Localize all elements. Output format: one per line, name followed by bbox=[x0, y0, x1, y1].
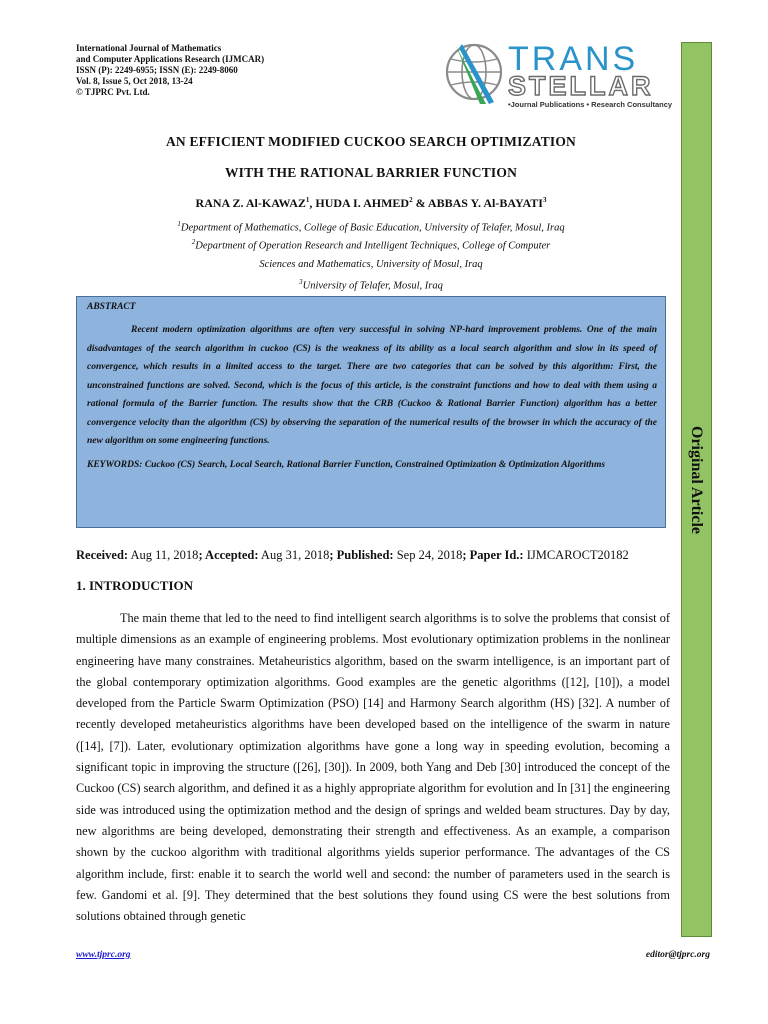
transstellar-logo bbox=[442, 40, 672, 108]
affiliation-1-sup: 1 bbox=[177, 220, 181, 228]
journal-name-line1: International Journal of Mathematics bbox=[76, 43, 222, 53]
affiliation-2 bbox=[76, 238, 666, 252]
abstract-body: Recent modern optimization algorithms are often very successful in solving NP-hard improvement problems. One of the main disadvantages of the search algorithm in cuckoo (CS) is the weakness of its ability as a local search algorithm and slow in its speed of convergence, which results in a limited access to the target. There are two categories that can be solved by this algorithm: First, the unconstrained functions are solved. Second, which is the focus of this article, is the constraint functions and how to deal with them using a rational formula of the Barrier function. The results show that the CRB (Cuckoo & Rational Barrier Function) algorithm has a better convergence velocity than the algorithm (CS) by observing the separation of the numerical results of the browser in which the accuracy of the new algorithm on some engineering functions. bbox=[87, 325, 657, 446]
affiliation-1-text: Department of Mathematics, College of Basic Education, University of Telafer, Mosul, Iraq bbox=[180, 222, 565, 234]
affiliation-2-sup: 2 bbox=[191, 238, 196, 246]
received-label: Received: bbox=[76, 548, 129, 562]
received-date: Aug 11, 2018 bbox=[128, 548, 199, 562]
author-2-sup: 2 bbox=[409, 196, 413, 204]
section-heading: 1. INTRODUCTION bbox=[76, 578, 194, 593]
journal-copyright: © TJPRC Pvt. Ltd. bbox=[76, 87, 150, 97]
affiliation-1 bbox=[76, 220, 666, 234]
author-1: RANA Z. Al-KAWAZ bbox=[195, 196, 306, 210]
journal-name-line2: and Computer Applications Research (IJMCAR) bbox=[76, 54, 265, 64]
author-1-sup: 1 bbox=[305, 196, 310, 204]
paper-id: IJMCAROCT20182 bbox=[523, 548, 629, 562]
accepted-label: ; Accepted: bbox=[198, 548, 259, 562]
published-label: ; Published: bbox=[329, 548, 394, 562]
website-link[interactable]: www.tjprc.org bbox=[76, 950, 131, 960]
author-3-sup: 3 bbox=[542, 196, 547, 204]
journal-info bbox=[76, 43, 406, 98]
affiliation-3-sup: 3 bbox=[299, 278, 303, 286]
keywords bbox=[87, 456, 657, 475]
globe-icon bbox=[442, 40, 508, 108]
logo-word-trans: TRANS bbox=[508, 40, 639, 78]
paper-title-line2: WITH THE RATIONAL BARRIER FUNCTION bbox=[224, 165, 518, 180]
publication-dates bbox=[76, 548, 676, 563]
abstract-box bbox=[76, 296, 666, 528]
published-date: Sep 24, 2018 bbox=[393, 548, 463, 562]
affiliation-3 bbox=[76, 278, 666, 292]
logo-word-stellar: STELLAR bbox=[508, 71, 654, 101]
accepted-date: Aug 31, 2018 bbox=[258, 548, 330, 562]
affiliation-2-cont: Sciences and Mathematics, University of Mosul, Iraq bbox=[259, 259, 483, 270]
introduction-body: The main theme that led to the need to find intelligent search algorithms is to solve the problems that consist of multiple dimensions as an example of engineering problems. Most evolutionary optimization problems in the nonlinear engineering have many constraines. Metaheuristics algorithm, based on the swarm intelligence, is an important part of the global contemporary optimization algorithms. Good examples are the genetic algorithms ([12], [10]), a model developed from the Particle Swarm Optimization (PSO) [14] and Harmony Search algorithm (HS) [32]. A number of recently developed metaheuristics algorithms have been developed based on the intelligence of the swarm in nature ([14], [7]). Later, evolutionary optimization algorithms have gone a long way in speeding evolution, becoming a significant topic in improving the structure ([26], [30]). In 2009, both Yang and Deb [30] introduced the concept of the Cuckoo (CS) search algorithm, and defined it as a highly appropriate algorithm for evolution and In [31] the engineering side was introduced using the optimization method and the design of springs and welded beam structures. Day by day, new algorithms are being developed, demonstrating their strength and effectiveness. As an example, a comparison shown by the cuckoo algorithm with traditional algorithms yields superior performance. The advantages of the CS algorithm include, first: enable it to search the world well and second: the number of parameters used in the search is few. Gandomi et al. [9]. They determined that the best solutions they found using CS were the best solutions from solutions obtained through genetic bbox=[76, 611, 670, 924]
keywords-text: Cuckoo (CS) Search, Local Search, Rational Barrier Function, Constrained Optimization & Optimization Algorithms bbox=[142, 459, 606, 470]
editor-email: editor@tjprc.org bbox=[645, 950, 710, 960]
journal-issn: ISSN (P): 2249-6955; ISSN (E): 2249-8060 bbox=[76, 65, 238, 75]
paper-title-line1: AN EFFICIENT MODIFIED CUCKOO SEARCH OPTIMIZATION bbox=[165, 134, 576, 149]
logo-tagline: •Journal Publications • Research Consultancy bbox=[508, 100, 673, 109]
keywords-label: KEYWORDS: bbox=[87, 459, 143, 470]
paper-id-label: ; Paper Id.: bbox=[462, 548, 524, 562]
abstract-heading: ABSTRACT bbox=[87, 302, 136, 312]
affiliation-2-text: Department of Operation Research and Intelligent Techniques, College of Computer bbox=[195, 240, 551, 252]
authors bbox=[76, 196, 666, 211]
author-3: & ABBAS Y. Al-BAYATI bbox=[412, 196, 543, 210]
author-2: , HUDA I. AHMED bbox=[309, 196, 410, 210]
journal-volume: Vol. 8, Issue 5, Oct 2018, 13-24 bbox=[76, 76, 193, 86]
affiliation-3-text: University of Telafer, Mosul, Iraq bbox=[302, 280, 443, 292]
article-type-label: Original Article bbox=[688, 426, 705, 534]
